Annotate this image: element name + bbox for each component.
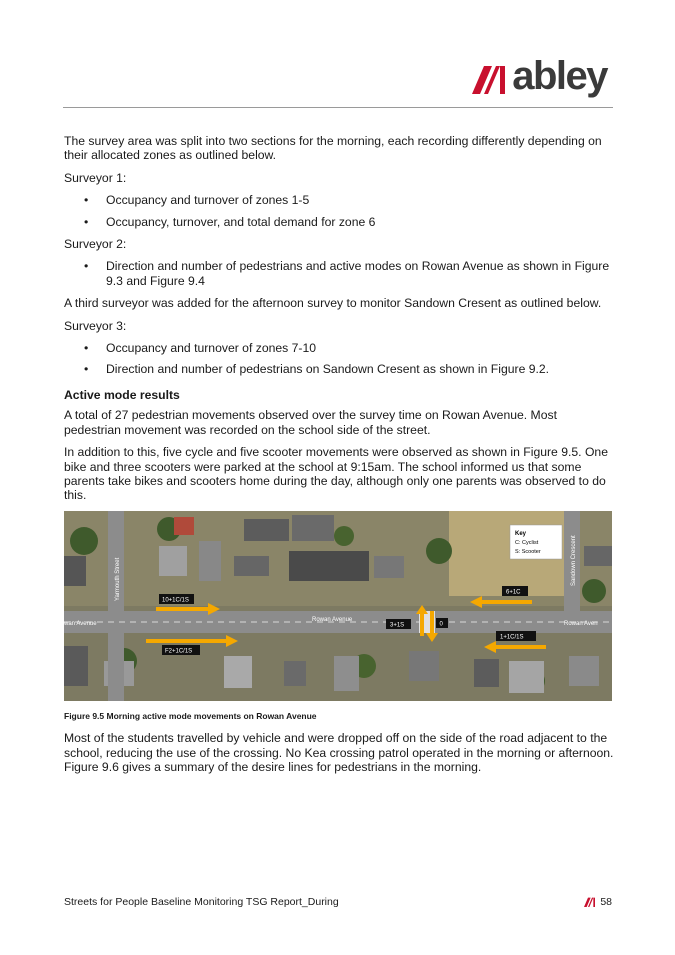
road-label-left: wan Avenue	[64, 620, 97, 627]
page-footer	[64, 896, 612, 908]
street-label-left: Yarmouth Street	[115, 557, 121, 601]
road-label-center: Rowan Avenue	[312, 616, 353, 623]
list-item: • Occupancy and turnover of zones 1-5	[64, 193, 614, 207]
header-divider	[63, 107, 613, 108]
list-item: • Occupancy, turnover, and total demand for zone 6	[64, 215, 614, 229]
list-item: • Occupancy and turnover of zones 7-10	[64, 341, 614, 355]
abley-mark-icon	[472, 64, 508, 94]
intro-paragraph: The survey area was split into two sections for the morning, each recording differently depending on their allocated zones as outlined below.	[64, 134, 602, 163]
surveyor2-list	[64, 259, 614, 288]
label-top-right: 6+1C	[506, 589, 521, 596]
logo-text: abley	[512, 54, 607, 98]
surveyor3-label: Surveyor 3:	[64, 318, 127, 333]
aerial-map-figure	[64, 511, 612, 701]
label-bottom-right: 1+1C/1S	[500, 634, 524, 641]
label-center: 3+1S	[390, 622, 405, 629]
label-top-left: 10+1C/1S	[162, 597, 189, 604]
key-scooter: S: Scooter	[515, 548, 541, 555]
surveyor1-label: Surveyor 1:	[64, 170, 127, 185]
key-title: Key	[515, 530, 527, 537]
closing-paragraph: Most of the students travelled by vehicle and were dropped off on the side of the road adjacent to the school, reducing the use of the crossing. No Kea crossing patrol operated in the morning or afternoon. Figure 9.6 gives a summary of the desire lines for pedestrians in the morning.	[64, 731, 614, 774]
third-surveyor-paragraph: A third surveyor was added for the afternoon survey to monitor Sandown Cresent as outlined below.	[64, 296, 602, 311]
surveyor1-list	[64, 193, 614, 229]
street-label-right: Sandown Crescent	[571, 535, 577, 586]
key-cyclist: C: Cyclist	[515, 539, 539, 546]
figure-caption: Figure 9.5 Morning active mode movements on Rowan Avenue	[64, 710, 317, 721]
active-mode-heading: Active mode results	[64, 387, 180, 402]
abley-logo	[472, 54, 607, 98]
abley-mark-icon	[584, 897, 596, 907]
road-label-right: Rowan Aven	[564, 620, 598, 627]
active-paragraph-1: A total of 27 pedestrian movements observed over the survey time on Rowan Avenue. Most pedestrian movement was recorded on the school side of the street.	[64, 408, 557, 437]
footer-page	[584, 896, 612, 908]
page-number: 58	[600, 896, 612, 908]
surveyor2-label: Surveyor 2:	[64, 237, 127, 252]
page-content	[64, 134, 614, 782]
aerial-map	[64, 511, 612, 701]
label-bottom-left: F2+1C/1S	[165, 648, 193, 655]
list-item: • Direction and number of pedestrians on Sandown Cresent as shown in Figure 9.2.	[64, 362, 614, 376]
footer-title: Streets for People Baseline Monitoring TSG Report_During	[64, 896, 339, 908]
list-item: • Direction and number of pedestrians and active modes on Rowan Avenue as shown in Figure 9.3 and Figure 9.4	[64, 259, 614, 288]
surveyor3-list	[64, 341, 614, 377]
active-paragraph-2: In addition to this, five cycle and five scooter movements were observed as shown in Figure 9.5. One bike and three scooters were parked at the school at 9:15am. The school informed us that some parents take bikes and scooters home during the day, although only one parents was observed to do this.	[64, 445, 608, 503]
label-zero: 0	[439, 621, 443, 628]
